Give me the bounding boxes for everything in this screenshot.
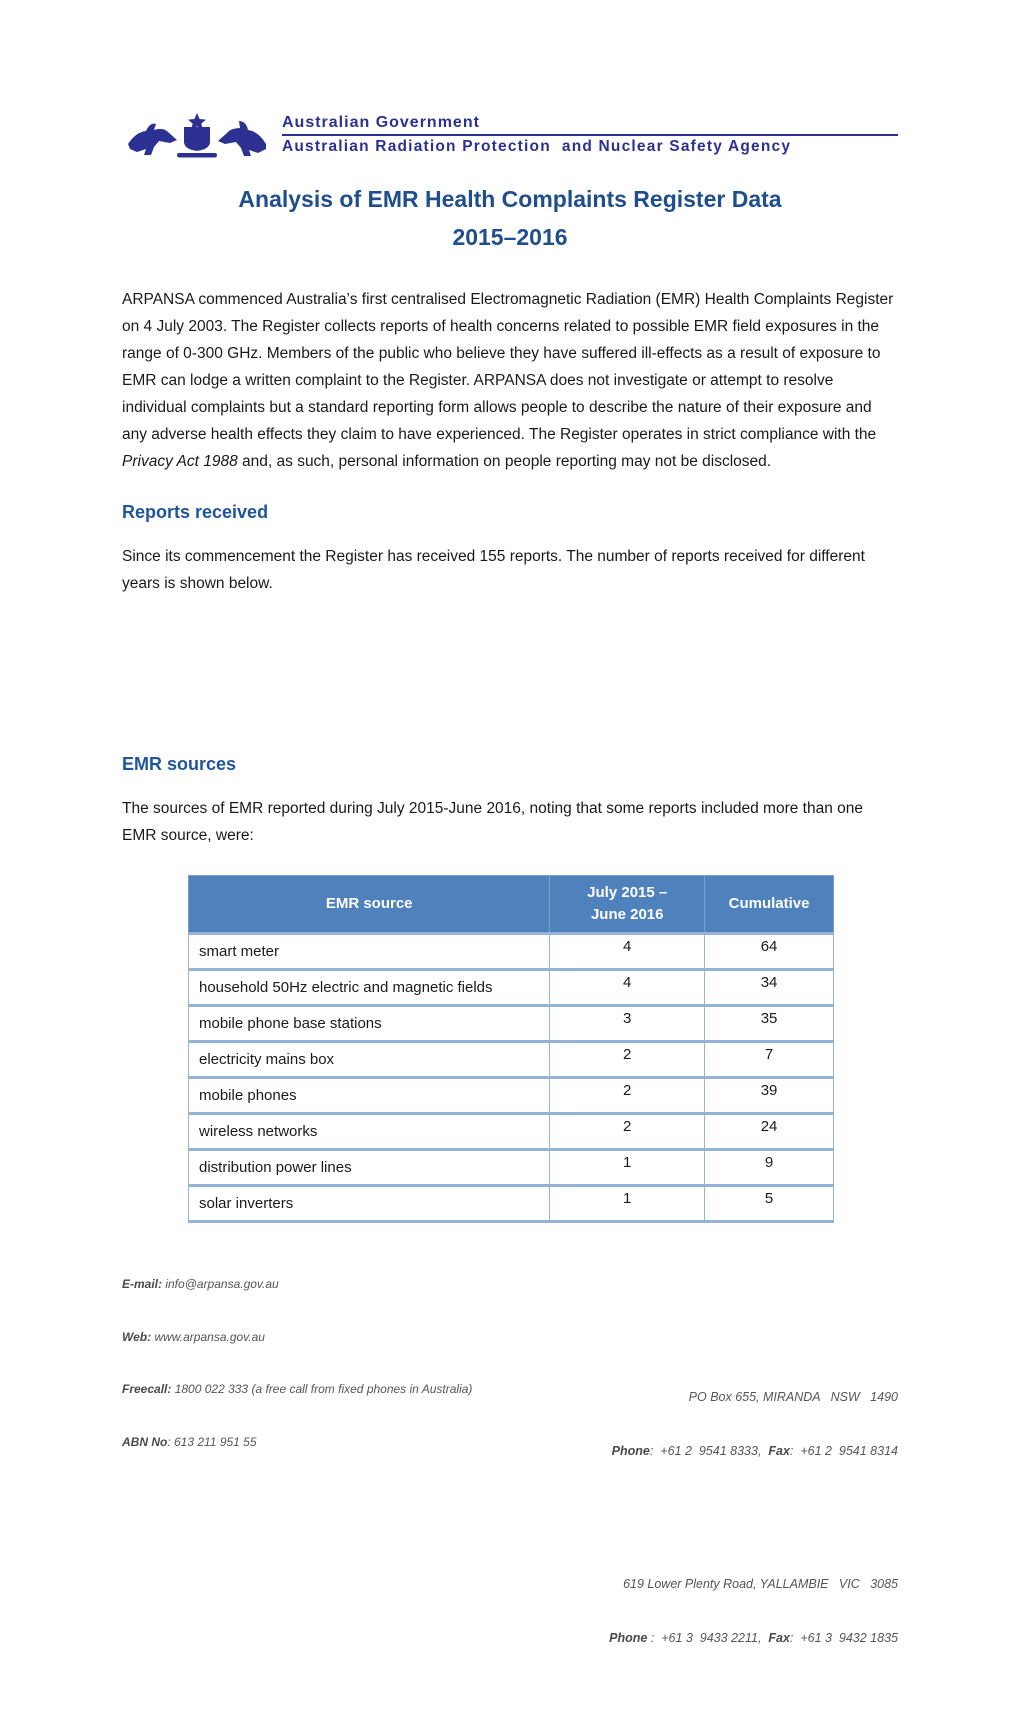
privacy-act-reference: Privacy Act 1988 xyxy=(122,453,238,470)
footer-abn-line xyxy=(122,1434,472,1452)
period-count-cell: 1 xyxy=(550,1150,705,1186)
reports-chart-placeholder xyxy=(122,597,898,727)
cumulative-count-cell: 7 xyxy=(705,1042,834,1078)
source-cell: wireless networks xyxy=(189,1114,550,1150)
footer-freecall-value: 1800 022 333 (a free call from fixed phones in Australia) xyxy=(174,1382,473,1396)
footer-address-group-miranda xyxy=(609,1352,898,1496)
footer-fax-label: Fax xyxy=(768,1444,790,1458)
section-heading-emr-sources: EMR sources xyxy=(122,754,237,774)
footer-web-value: www.arpansa.gov.au xyxy=(154,1329,265,1344)
table-row xyxy=(189,1114,834,1150)
source-cell: electricity mains box xyxy=(189,1042,550,1078)
table-row xyxy=(189,934,834,970)
footer-address-yallambie: 619 Lower Plenty Road, YALLAMBIE VIC 3085 xyxy=(623,1577,898,1591)
document-title-year: 2015–2016 xyxy=(452,224,568,250)
gov-header-line2: Australian Radiation Protection and Nuclear Safety Agency xyxy=(282,138,792,155)
cumulative-count-cell: 24 xyxy=(705,1114,834,1150)
emr-sources-table xyxy=(188,875,834,1223)
footer-freecall-label: Freecall: xyxy=(122,1382,175,1396)
period-count-cell: 2 xyxy=(550,1042,705,1078)
column-header-period xyxy=(550,876,705,934)
footer-fax-value: : +61 3 9432 1835 xyxy=(789,1631,898,1645)
source-cell: solar inverters xyxy=(189,1186,550,1222)
table-row xyxy=(189,970,834,1006)
table-row xyxy=(189,1150,834,1186)
section-heading-reports-received: Reports received xyxy=(122,502,269,522)
cumulative-count-cell: 34 xyxy=(705,970,834,1006)
column-header-cumulative: Cumulative xyxy=(705,876,834,934)
footer-phone-label: Phone xyxy=(609,1631,648,1645)
emr-sources-table-container xyxy=(188,875,834,1223)
emr-sources-paragraph: The sources of EMR reported during July 2015-June 2016, noting that some reports included more than one EMR source, were: xyxy=(122,800,863,844)
period-count-cell: 2 xyxy=(550,1114,705,1150)
government-header xyxy=(122,112,898,164)
footer-email-label: E-mail: xyxy=(122,1277,166,1291)
footer-abn-value: : 613 211 951 55 xyxy=(167,1434,257,1449)
footer-web-line xyxy=(122,1329,472,1347)
footer-phone-value: : +61 3 9433 2211, xyxy=(647,1631,769,1645)
source-cell: household 50Hz electric and magnetic fields xyxy=(189,970,550,1006)
footer-address-group-yallambie xyxy=(609,1539,898,1683)
footer-web-label: Web: xyxy=(122,1329,155,1344)
source-cell: mobile phone base stations xyxy=(189,1006,550,1042)
intro-text-before: ARPANSA commenced Australia’s first centralised Electromagnetic Radiation (EMR) Health Complaints Register on 4 July 2003. The Register collects reports of health concerns related to possible EMR field exposures in the range of 0-300 GHz. Members of the public who believe they have suffered ill-effects as a result of exposure to EMR can lodge a written complaint to the Register. ARPANSA does not investigate or attempt to resolve individual complaints but a standard reporting form allows people to describe the nature of their exposure and any adverse health effects they claim to have experienced. The Register operates in strict compliance with the xyxy=(122,291,894,443)
table-row xyxy=(189,1078,834,1114)
footer-fax-label: Fax xyxy=(768,1631,790,1645)
footer-fax-value: : +61 2 9541 8314 xyxy=(789,1444,898,1458)
gov-header-line1: Australian Government xyxy=(282,114,898,136)
period-count-cell: 2 xyxy=(550,1078,705,1114)
document-title xyxy=(122,180,898,256)
period-count-cell: 3 xyxy=(550,1006,705,1042)
column-header-period-line2: June 2016 xyxy=(590,906,664,923)
coat-of-arms-icon xyxy=(122,112,272,160)
footer-freecall-line xyxy=(122,1381,472,1399)
footer-phone-value: : +61 2 9541 8333, xyxy=(649,1444,769,1458)
period-count-cell: 4 xyxy=(550,970,705,1006)
period-count-cell: 4 xyxy=(550,934,705,970)
source-cell: distribution power lines xyxy=(189,1150,550,1186)
table-header-row xyxy=(189,876,834,934)
table-row xyxy=(189,1186,834,1222)
footer-phone-line-yallambie xyxy=(609,1629,898,1647)
footer-contact-block xyxy=(122,1241,472,1486)
footer-address-miranda: PO Box 655, MIRANDA NSW 1490 xyxy=(688,1390,898,1404)
footer-email-value: info@arpansa.gov.au xyxy=(165,1277,279,1291)
footer-address-block xyxy=(609,1316,898,1726)
footer-phone-line-miranda xyxy=(609,1442,898,1460)
source-cell: smart meter xyxy=(189,934,550,970)
footer-email-line xyxy=(122,1276,472,1294)
cumulative-count-cell: 64 xyxy=(705,934,834,970)
cumulative-count-cell: 39 xyxy=(705,1078,834,1114)
cumulative-count-cell: 9 xyxy=(705,1150,834,1186)
source-cell: mobile phones xyxy=(189,1078,550,1114)
reports-received-paragraph: Since its commencement the Register has received 155 reports. The number of reports received for different years is shown below. xyxy=(122,548,865,592)
intro-text-after: and, as such, personal information on people reporting may not be disclosed. xyxy=(237,453,772,470)
table-row xyxy=(189,1042,834,1078)
table-row xyxy=(189,1006,834,1042)
column-header-emr-source: EMR source xyxy=(189,876,550,934)
column-header-period-line1: July 2015 – xyxy=(587,884,668,901)
cumulative-count-cell: 5 xyxy=(705,1186,834,1222)
footer-abn-label: ABN No xyxy=(122,1434,168,1449)
government-header-text xyxy=(282,112,898,156)
period-count-cell: 1 xyxy=(550,1186,705,1222)
cumulative-count-cell: 35 xyxy=(705,1006,834,1042)
document-title-line1: Analysis of EMR Health Complaints Register Data xyxy=(238,186,782,212)
intro-paragraph xyxy=(122,286,898,475)
footer-phone-label: Phone xyxy=(611,1444,650,1458)
